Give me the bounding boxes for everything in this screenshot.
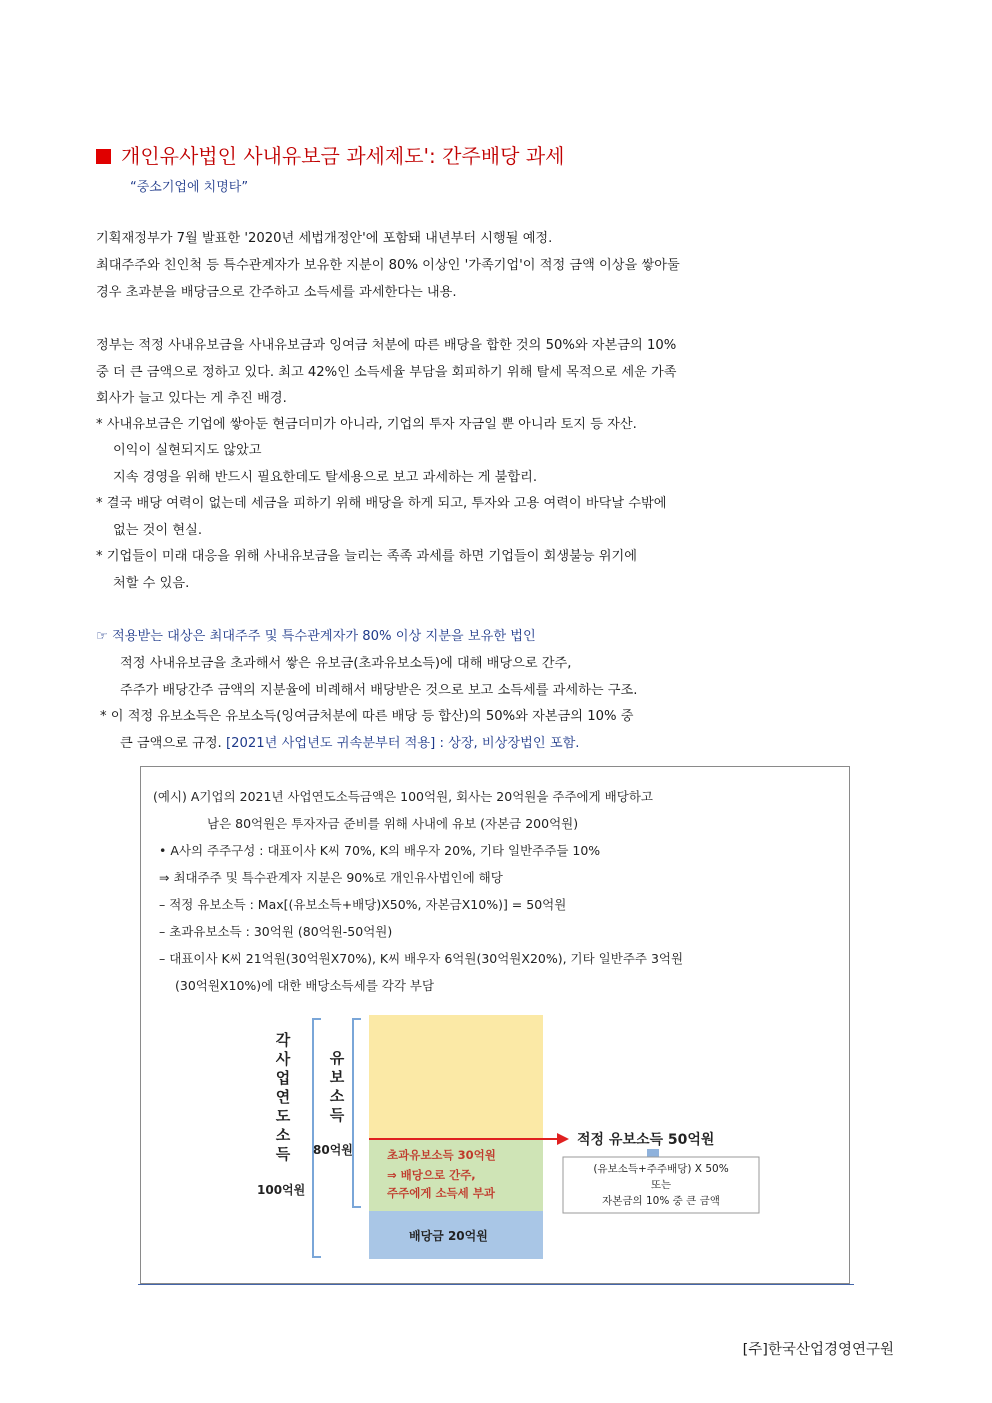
formula-line: 또는 — [650, 1179, 672, 1191]
paragraph-line: 회사가 늘고 있다는 게 추진 배경. — [96, 391, 287, 406]
total-amount: 100억원 — [257, 1183, 306, 1197]
example-line: ⇒ 최대주주 및 특수관계자 지분은 90%로 개인유사법인에 해당 — [159, 870, 503, 885]
total-bracket — [313, 1019, 321, 1257]
paragraph-line: 경우 초과분을 배당금으로 간주하고 소득세를 과세한다는 내용. — [96, 285, 457, 300]
arrow-head-icon — [557, 1133, 569, 1145]
paragraph-line: 처할 수 있음. — [113, 576, 190, 591]
retained-label-vertical: 유보소득 — [329, 1049, 345, 1124]
bullet-line: * 결국 배당 여력이 없는데 세금을 피하기 위해 배당을 하게 되고, 투자와 고용 여력이 바닥날 수밖에 — [96, 496, 667, 511]
paragraph-line: 없는 것이 현실. — [113, 523, 203, 538]
paragraph-line: 지속 경영을 위해 반드시 필요한데도 탈세용으로 보고 과세하는 게 불합리. — [113, 470, 538, 485]
paragraph-line: 주주가 배당간주 금액의 지분율에 비례해서 배당받은 것으로 보고 소득세를 과세하는 구조. — [120, 683, 638, 698]
paragraph-line: 기획재정부가 7월 발표한 '2020년 세법개정안'에 포함돼 내년부터 시행될 예정. — [96, 231, 553, 246]
example-line: – 대표이사 K씨 21억원(30억원X70%), K씨 배우자 6억원(30억원X20%), 기타 일반주주 3억원 — [159, 951, 684, 966]
rule-text: 큰 금액으로 규정. — [120, 736, 226, 751]
bullet-line: * 이 적정 유보소득은 유보소득(잉여금처분에 따른 배당 등 합산)의 50%와 자본금의 10% 중 — [100, 709, 634, 724]
total-label-vertical: 각사업연도소득 — [275, 1031, 291, 1163]
paragraph-line — [120, 735, 580, 753]
retained-bracket — [353, 1019, 361, 1207]
page-title — [96, 140, 564, 169]
target-heading: ☞ 적용받는 대상은 최대주주 및 특수관계자가 80% 이상 지분을 보유한 법인 — [96, 629, 536, 644]
proper-retained-label: 적정 유보소득 50억원 — [577, 1132, 715, 1148]
paragraph-line: 정부는 적정 사내유보금을 사내유보금과 잉여금 처분에 따른 배당을 합한 것의 50%와 자본금의 10% — [96, 338, 677, 353]
excess-note: ⇒ 배당으로 간주, — [387, 1168, 476, 1182]
paragraph-line: 이익이 실현되지도 않았고 — [113, 443, 262, 458]
example-line: • A사의 주주구성 : 대표이사 K씨 70%, K의 배우자 20%, 기타 일반주주들 10% — [159, 843, 601, 858]
retained-amount: 80억원 — [313, 1143, 353, 1157]
paragraph-line: 적정 사내유보금을 초과해서 쌓은 유보금(초과유보소득)에 대해 배당으로 간주, — [120, 656, 572, 671]
page-subtitle: “중소기업에 치명타” — [130, 180, 249, 195]
excess-label: 초과유보소득 30억원 — [387, 1148, 496, 1162]
red-square-icon — [96, 149, 111, 164]
paragraph-line: 최대주주와 친인척 등 특수관계자가 보유한 지분이 80% 이상인 '가족기업'이 적정 금액 이상을 쌓아둘 — [96, 258, 680, 273]
example-line: (30억원X10%)에 대한 배당소득세를 각각 부담 — [175, 978, 435, 993]
formula-line: 자본금의 10% 중 큰 금액 — [602, 1195, 720, 1207]
example-line: – 적정 유보소득 : Max[(유보소득+배당)X50%, 자본금X10%)] = 50억원 — [159, 897, 567, 912]
example-line: (예시) A기업의 2021년 사업연도소득금액은 100억원, 회사는 20억원을 주주에게 배당하고 — [153, 789, 653, 804]
dividend-label: 배당금 20억원 — [409, 1229, 488, 1243]
apply-note: [2021년 사업년도 귀속분부터 적용] : 상장, 비상장법인 포함. — [225, 736, 580, 751]
excess-note: 주주에게 소득세 부과 — [387, 1186, 495, 1200]
paragraph-line: 중 더 큰 금액으로 정하고 있다. 최고 42%인 소득세율 부담을 회피하기 위해 탈세 목적으로 세운 가족 — [96, 365, 677, 380]
page-title-text: 개인유사법인 사내유보금 과세제도': 간주배당 과세 — [121, 144, 565, 168]
example-line: 남은 80억원은 투자자금 준비를 위해 사내에 유보 (자본금 200억원) — [207, 816, 579, 831]
footer-org: [주]한국산업경영연구원 — [742, 1342, 894, 1358]
figure-underline — [138, 1284, 854, 1285]
example-line: – 초과유보소득 : 30억원 (80억원-50억원) — [159, 924, 393, 939]
example-figure — [140, 766, 850, 1284]
bullet-line: * 기업들이 미래 대응을 위해 사내유보금을 늘리는 족족 과세를 하면 기업들이 회생불능 위기에 — [96, 549, 637, 564]
bullet-line: * 사내유보금은 기업에 쌓아둔 현금더미가 아니라, 기업의 투자 자금일 뿐 아니라 토지 등 자산. — [96, 417, 637, 432]
retained-block — [369, 1015, 543, 1139]
formula-line: (유보소득+주주배당) X 50% — [593, 1163, 729, 1175]
